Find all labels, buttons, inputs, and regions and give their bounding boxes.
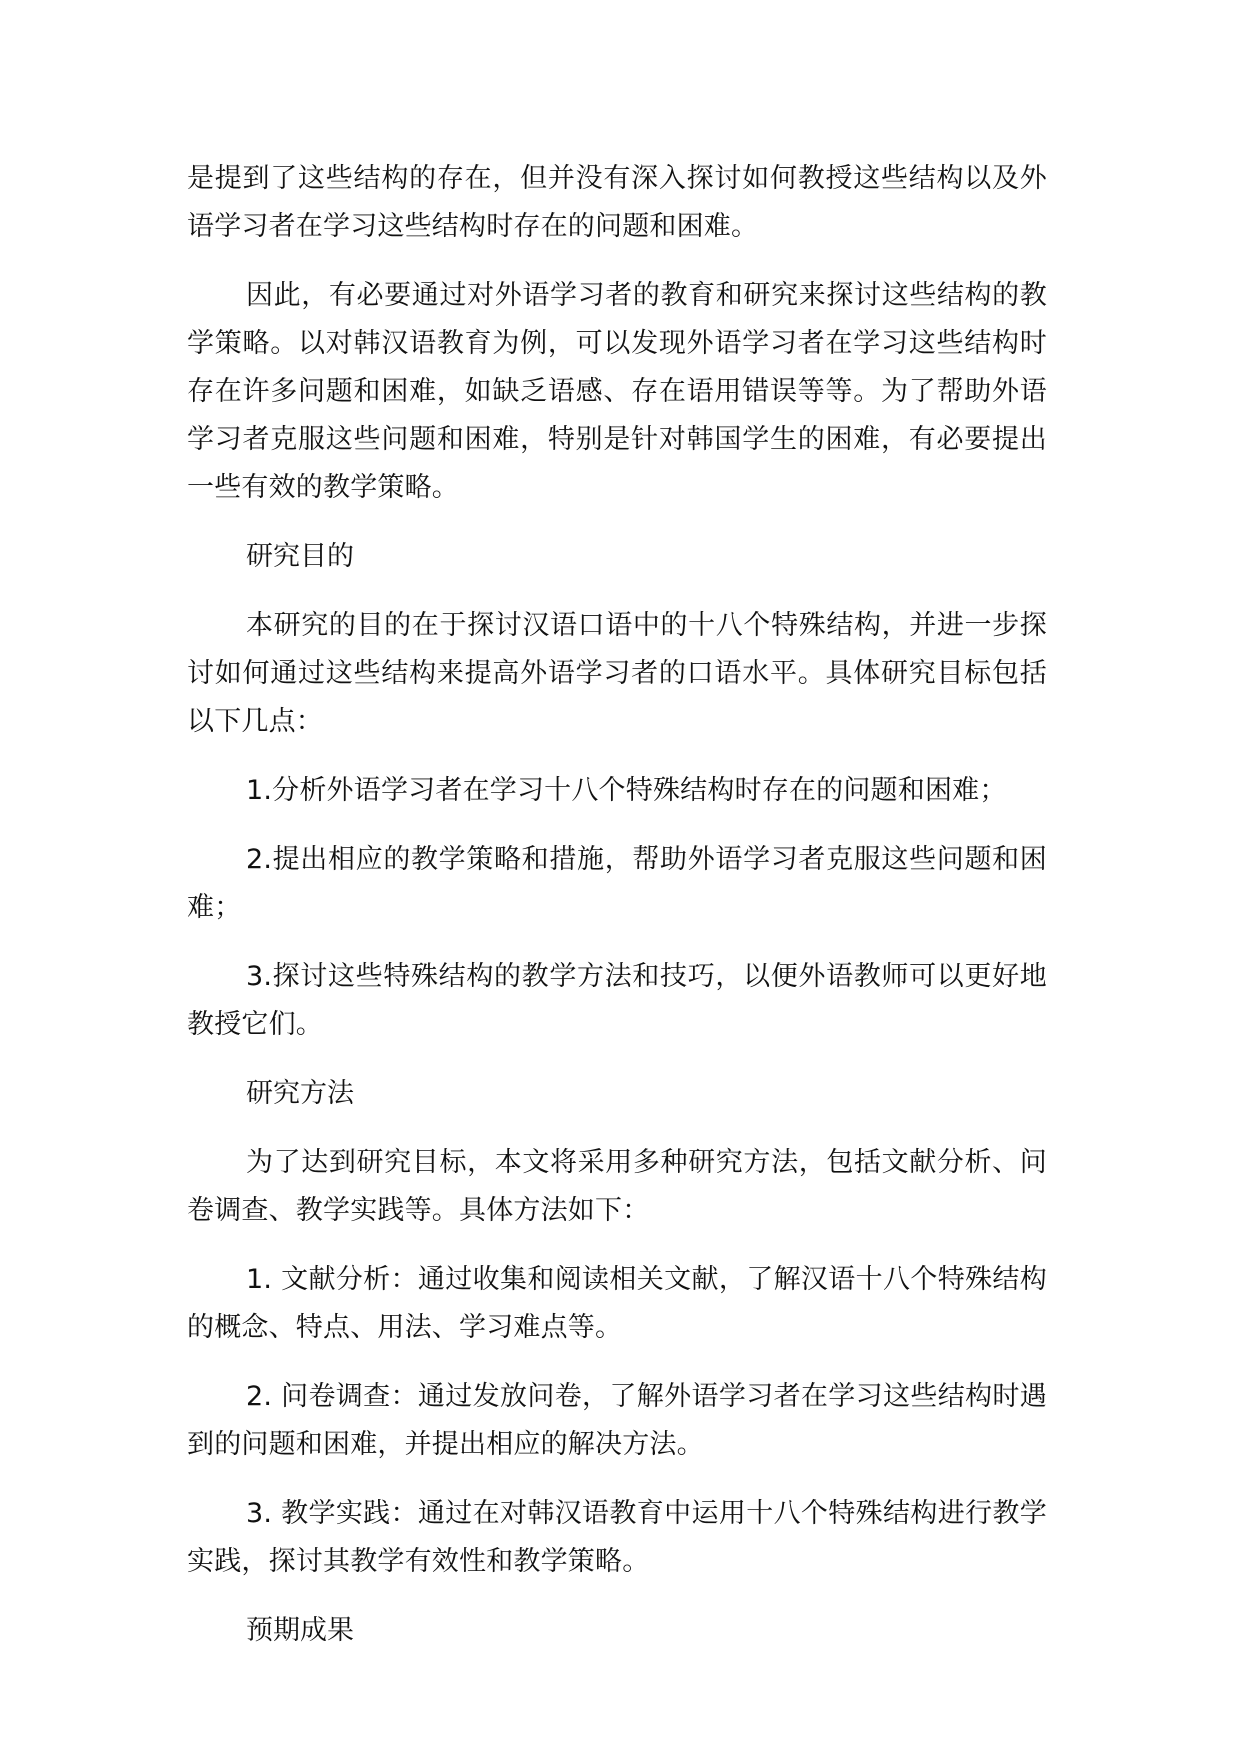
paragraph-background: 因此，有必要通过对外语学习者的教育和研究来探讨这些结构的教学策略。以对韩汉语教育为例，可以发现外语学习者在学习这些结构时存在许多问题和困难，如缺乏语感、存在语用错误等等。为了帮助外语学习者克服这些问题和困难，特别是针对韩国学生的困难，有必要提出一些有效的教学策略。	[187, 280, 1047, 503]
document-page	[187, 155, 1047, 1676]
list-item-method-3: 3. 教学实践：通过在对韩汉语教育中运用十八个特殊结构进行教学实践，探讨其教学有效性和教学策略。	[187, 1498, 1047, 1577]
paragraph-research-purpose: 本研究的目的在于探讨汉语口语中的十八个特殊结构，并进一步探讨如何通过这些结构来提高外语学习者的口语水平。具体研究目标包括以下几点：	[187, 610, 1047, 737]
list-item-goal-3: 3.探讨这些特殊结构的教学方法和技巧，以便外语教师可以更好地教授它们。	[187, 961, 1047, 1040]
list-item-method-1: 1. 文献分析：通过收集和阅读相关文献，了解汉语十八个特殊结构的概念、特点、用法、学习难点等。	[187, 1264, 1047, 1343]
list-item-goal-1: 1.分析外语学习者在学习十八个特殊结构时存在的问题和困难；	[246, 775, 1007, 806]
list-item-goal-2: 2.提出相应的教学策略和措施，帮助外语学习者克服这些问题和困难；	[187, 844, 1047, 923]
section-heading-expected-results: 预期成果	[246, 1615, 354, 1646]
list-item-method-2: 2. 问卷调查：通过发放问卷，了解外语学习者在学习这些结构时遇到的问题和困难，并提出相应的解决方法。	[187, 1381, 1047, 1460]
section-heading-research-method: 研究方法	[246, 1078, 354, 1109]
section-heading-research-purpose: 研究目的	[246, 541, 354, 572]
paragraph-continuation: 是提到了这些结构的存在，但并没有深入探讨如何教授这些结构以及外语学习者在学习这些结构时存在的问题和困难。	[187, 163, 1047, 242]
paragraph-research-method: 为了达到研究目标，本文将采用多种研究方法，包括文献分析、问卷调查、教学实践等。具体方法如下：	[187, 1147, 1047, 1226]
